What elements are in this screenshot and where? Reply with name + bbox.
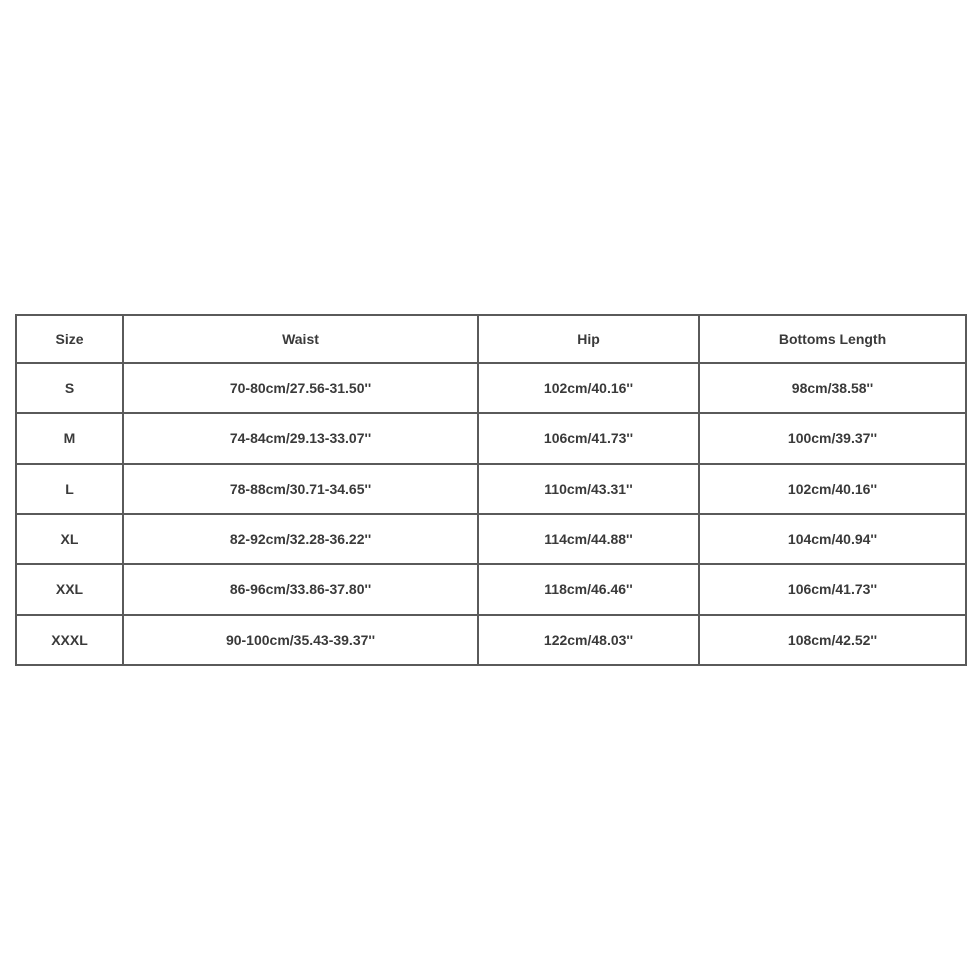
cell-bottoms-length: 108cm/42.52'' — [699, 615, 966, 665]
table-body — [16, 363, 966, 665]
cell-bottoms-length: 100cm/39.37'' — [699, 413, 966, 463]
header-waist: Waist — [123, 315, 478, 363]
table-row — [16, 464, 966, 514]
cell-waist: 74-84cm/29.13-33.07'' — [123, 413, 478, 463]
cell-size: S — [16, 363, 123, 413]
cell-hip: 122cm/48.03'' — [478, 615, 699, 665]
table-row — [16, 514, 966, 564]
cell-size: XXL — [16, 564, 123, 614]
size-chart-table — [15, 314, 967, 666]
table-row — [16, 363, 966, 413]
cell-bottoms-length: 106cm/41.73'' — [699, 564, 966, 614]
cell-bottoms-length: 98cm/38.58'' — [699, 363, 966, 413]
cell-waist: 90-100cm/35.43-39.37'' — [123, 615, 478, 665]
header-size: Size — [16, 315, 123, 363]
table-row — [16, 413, 966, 463]
cell-size: XL — [16, 514, 123, 564]
cell-waist: 78-88cm/30.71-34.65'' — [123, 464, 478, 514]
table-header — [16, 315, 966, 363]
cell-size: M — [16, 413, 123, 463]
cell-waist: 82-92cm/32.28-36.22'' — [123, 514, 478, 564]
cell-hip: 114cm/44.88'' — [478, 514, 699, 564]
table-row — [16, 564, 966, 614]
cell-hip: 102cm/40.16'' — [478, 363, 699, 413]
table-row — [16, 615, 966, 665]
cell-hip: 110cm/43.31'' — [478, 464, 699, 514]
header-bottoms-length: Bottoms Length — [699, 315, 966, 363]
cell-bottoms-length: 102cm/40.16'' — [699, 464, 966, 514]
cell-bottoms-length: 104cm/40.94'' — [699, 514, 966, 564]
cell-waist: 86-96cm/33.86-37.80'' — [123, 564, 478, 614]
cell-hip: 106cm/41.73'' — [478, 413, 699, 463]
header-row — [16, 315, 966, 363]
cell-hip: 118cm/46.46'' — [478, 564, 699, 614]
header-hip: Hip — [478, 315, 699, 363]
cell-size: L — [16, 464, 123, 514]
cell-waist: 70-80cm/27.56-31.50'' — [123, 363, 478, 413]
cell-size: XXXL — [16, 615, 123, 665]
